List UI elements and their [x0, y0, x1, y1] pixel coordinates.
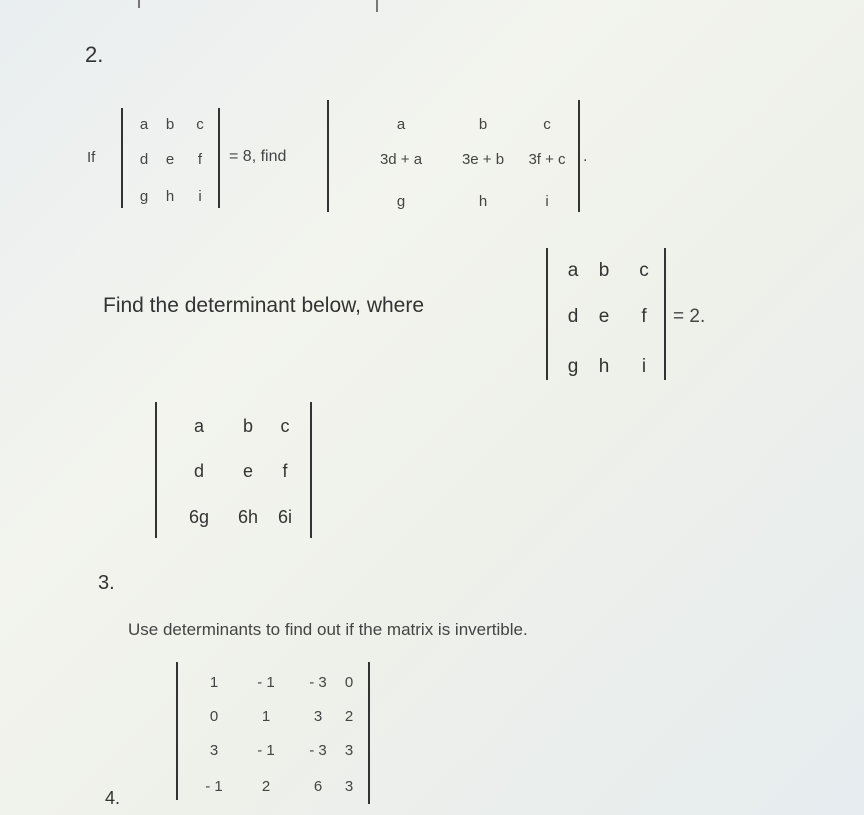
matrix-cell: h	[165, 188, 175, 205]
matrix2-left-bar	[327, 100, 329, 212]
matrix-cell: c	[196, 116, 204, 133]
matrix-cell: e	[242, 461, 254, 481]
matrix1-right-bar	[218, 108, 220, 208]
equals-2: = 2.	[673, 306, 706, 327]
matrix-cell: - 3	[309, 742, 327, 759]
matrix-cell: 3	[313, 708, 323, 725]
given-matrix-left-bar	[546, 248, 548, 380]
matrix-cell: - 3	[309, 674, 327, 691]
matrix-cell: b	[165, 116, 175, 133]
matrix-cell: 3	[344, 778, 354, 795]
matrix-cell: a	[139, 116, 149, 133]
problem-3-number: 3.	[98, 572, 115, 594]
matrix-cell: h	[598, 356, 610, 377]
end-period: .	[583, 148, 588, 165]
given-matrix-right-bar	[664, 248, 666, 380]
matrix-cell: a	[567, 260, 579, 281]
matrix4-right-bar	[368, 662, 370, 804]
matrix-cell: b	[242, 416, 254, 436]
matrix-cell: a	[193, 416, 205, 436]
matrix-cell: 6	[313, 778, 323, 795]
top-tick-left	[138, 0, 140, 8]
matrix-cell: a	[396, 116, 406, 133]
problem-2-number: 2.	[85, 42, 104, 67]
matrix-cell: 3e + b	[461, 151, 505, 168]
matrix-cell: i	[641, 356, 647, 377]
matrix-cell: 1	[261, 708, 271, 725]
find-determinant-prompt: Find the determinant below, where	[103, 294, 425, 317]
matrix-cell: 1	[209, 674, 219, 691]
matrix-cell: d	[139, 151, 149, 168]
matrix-cell: 2	[344, 708, 354, 725]
matrix1-left-bar	[121, 108, 123, 208]
matrix-cell: i	[198, 188, 202, 205]
matrix4-left-bar	[176, 662, 178, 800]
matrix-cell: 6h	[237, 507, 259, 527]
matrix-cell: - 1	[257, 674, 275, 691]
matrix-cell: f	[282, 461, 288, 481]
matrix-cell: e	[598, 306, 610, 327]
matrix-cell: 0	[209, 708, 219, 725]
matrix-cell: h	[478, 193, 488, 210]
matrix-cell: g	[396, 193, 406, 210]
matrix-cell: f	[197, 151, 203, 168]
matrix-cell: - 1	[257, 742, 275, 759]
matrix-cell: g	[567, 356, 579, 377]
matrix-cell: 3d + a	[379, 151, 423, 168]
matrix-cell: 6i	[277, 507, 293, 527]
matrix-cell: e	[165, 151, 175, 168]
invertible-prompt: Use determinants to find out if the matrix is invertible.	[128, 620, 528, 639]
matrix-cell: c	[639, 260, 649, 281]
equals-8-find: = 8, find	[229, 148, 287, 165]
matrix-cell: 3	[209, 742, 219, 759]
problem-4-number: 4.	[105, 788, 121, 808]
matrix-cell: 0	[344, 674, 354, 691]
matrix-cell: i	[545, 193, 549, 210]
matrix-cell: 3f + c	[528, 151, 566, 168]
matrix-cell: d	[567, 306, 579, 327]
target-matrix-right-bar	[310, 402, 312, 538]
if-word: If	[87, 149, 96, 166]
target-matrix-left-bar	[155, 402, 157, 538]
matrix-cell: b	[598, 260, 610, 281]
matrix-cell: d	[193, 461, 205, 481]
matrix-cell: c	[543, 116, 551, 133]
matrix-cell: 3	[344, 742, 354, 759]
matrix-cell: c	[280, 416, 290, 436]
matrix-cell: f	[641, 306, 647, 327]
matrix-cell: b	[478, 116, 488, 133]
top-tick-right	[376, 0, 378, 12]
matrix2-right-bar	[578, 100, 580, 212]
matrix-cell: 2	[261, 778, 271, 795]
matrix-cell: - 1	[205, 778, 223, 795]
matrix-cell: 6g	[188, 507, 210, 527]
matrix-cell: g	[139, 188, 149, 205]
